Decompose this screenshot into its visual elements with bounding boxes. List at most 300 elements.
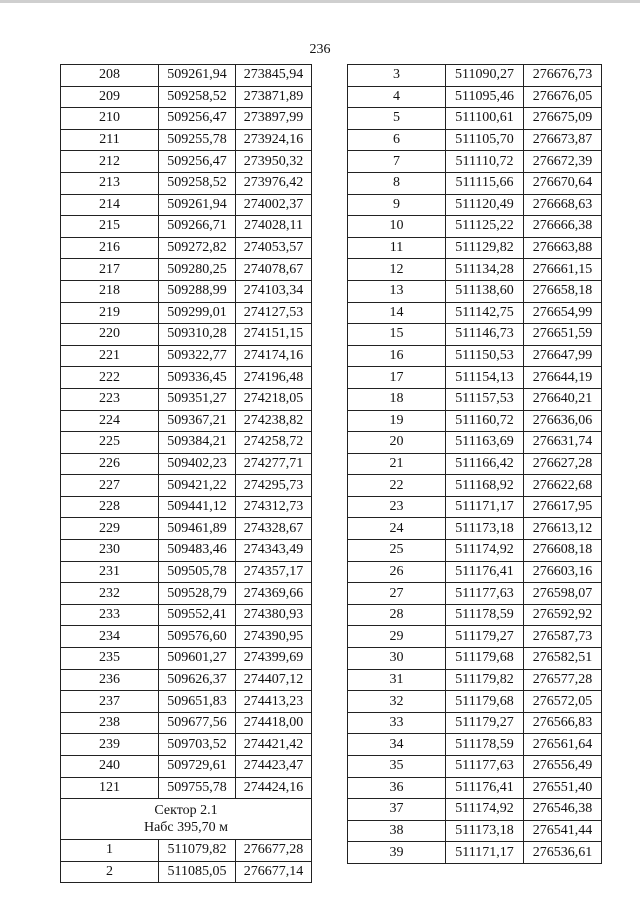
x-coordinate-cell: 511178,59: [446, 604, 524, 626]
x-coordinate-cell: 509755,78: [159, 777, 236, 799]
x-coordinate-cell: 511090,27: [446, 65, 524, 87]
table-row: [348, 496, 602, 518]
x-coordinate-cell: 509729,61: [159, 756, 236, 778]
table-row: [61, 410, 312, 432]
x-coordinate-cell: 509256,47: [159, 151, 236, 173]
x-coordinate-cell: 511171,17: [446, 496, 524, 518]
x-coordinate-cell: 511142,75: [446, 302, 524, 324]
table-row: [61, 453, 312, 475]
table-row: [348, 129, 602, 151]
x-coordinate-cell: 509651,83: [159, 691, 236, 713]
y-coordinate-cell: 274399,69: [236, 648, 312, 670]
table-row: [61, 518, 312, 540]
table-row: [348, 345, 602, 367]
point-number-cell: 15: [348, 324, 446, 346]
x-coordinate-cell: 509351,27: [159, 388, 236, 410]
y-coordinate-cell: 274127,53: [236, 302, 312, 324]
y-coordinate-cell: 274424,16: [236, 777, 312, 799]
point-number-cell: 17: [348, 367, 446, 389]
table-row: [61, 108, 312, 130]
y-coordinate-cell: 276541,44: [524, 820, 602, 842]
point-number-cell: 239: [61, 734, 159, 756]
table-row: [61, 691, 312, 713]
point-number-cell: 121: [61, 777, 159, 799]
point-number-cell: 211: [61, 129, 159, 151]
x-coordinate-cell: 511163,69: [446, 432, 524, 454]
table-row: [61, 540, 312, 562]
sector-header-cell: [61, 799, 312, 840]
y-coordinate-cell: 276644,19: [524, 367, 602, 389]
point-number-cell: 234: [61, 626, 159, 648]
x-coordinate-cell: 509322,77: [159, 345, 236, 367]
x-coordinate-cell: 511146,73: [446, 324, 524, 346]
y-coordinate-cell: 276673,87: [524, 129, 602, 151]
point-number-cell: 215: [61, 216, 159, 238]
coordinates-table-right: [347, 64, 602, 864]
x-coordinate-cell: 511179,82: [446, 669, 524, 691]
y-coordinate-cell: 274407,12: [236, 669, 312, 691]
y-coordinate-cell: 274151,15: [236, 324, 312, 346]
x-coordinate-cell: 509421,22: [159, 475, 236, 497]
table-row: [348, 108, 602, 130]
x-coordinate-cell: 509402,23: [159, 453, 236, 475]
x-coordinate-cell: 509552,41: [159, 604, 236, 626]
y-coordinate-cell: 274312,73: [236, 496, 312, 518]
point-number-cell: 231: [61, 561, 159, 583]
table-row: [348, 648, 602, 670]
y-coordinate-cell: 274369,66: [236, 583, 312, 605]
x-coordinate-cell: 511157,53: [446, 388, 524, 410]
point-number-cell: 226: [61, 453, 159, 475]
x-coordinate-cell: 511085,05: [159, 861, 236, 883]
point-number-cell: 240: [61, 756, 159, 778]
y-coordinate-cell: 276613,12: [524, 518, 602, 540]
point-number-cell: 212: [61, 151, 159, 173]
table-row: [348, 259, 602, 281]
table-row: [348, 604, 602, 626]
y-coordinate-cell: 276622,68: [524, 475, 602, 497]
x-coordinate-cell: 509280,25: [159, 259, 236, 281]
point-number-cell: 5: [348, 108, 446, 130]
table-row: [61, 302, 312, 324]
table-row: [348, 669, 602, 691]
x-coordinate-cell: 511178,59: [446, 734, 524, 756]
point-number-cell: 30: [348, 648, 446, 670]
point-number-cell: 237: [61, 691, 159, 713]
point-number-cell: 210: [61, 108, 159, 130]
y-coordinate-cell: 274053,57: [236, 237, 312, 259]
table-row: [61, 151, 312, 173]
y-coordinate-cell: 276654,99: [524, 302, 602, 324]
table-row: [61, 216, 312, 238]
table-row: [61, 194, 312, 216]
point-number-cell: 238: [61, 712, 159, 734]
sector-header-row: [61, 799, 312, 840]
table-row: [61, 669, 312, 691]
table-row: [348, 237, 602, 259]
table-row: [348, 151, 602, 173]
point-number-cell: 216: [61, 237, 159, 259]
table-row: [348, 799, 602, 821]
coordinates-table-left: [60, 64, 312, 883]
y-coordinate-cell: 276566,83: [524, 712, 602, 734]
sector-title: Сектор 2.1: [154, 803, 218, 819]
y-coordinate-cell: 276676,73: [524, 65, 602, 87]
point-number-cell: 9: [348, 194, 446, 216]
y-coordinate-cell: 276617,95: [524, 496, 602, 518]
x-coordinate-cell: 509288,99: [159, 280, 236, 302]
y-coordinate-cell: 274028,11: [236, 216, 312, 238]
y-coordinate-cell: 276668,63: [524, 194, 602, 216]
x-coordinate-cell: 511095,46: [446, 86, 524, 108]
x-coordinate-cell: 511166,42: [446, 453, 524, 475]
table-row: [348, 712, 602, 734]
point-number-cell: 220: [61, 324, 159, 346]
point-number-cell: 225: [61, 432, 159, 454]
point-number-cell: 229: [61, 518, 159, 540]
point-number-cell: 218: [61, 280, 159, 302]
y-coordinate-cell: 274277,71: [236, 453, 312, 475]
point-number-cell: 12: [348, 259, 446, 281]
point-number-cell: 232: [61, 583, 159, 605]
x-coordinate-cell: 511100,61: [446, 108, 524, 130]
x-coordinate-cell: 511150,53: [446, 345, 524, 367]
point-number-cell: 2: [61, 861, 159, 883]
point-number-cell: 223: [61, 388, 159, 410]
sector-subtitle: Набс 395,70 м: [143, 820, 229, 836]
y-coordinate-cell: 276577,28: [524, 669, 602, 691]
x-coordinate-cell: 511173,18: [446, 820, 524, 842]
x-coordinate-cell: 509441,12: [159, 496, 236, 518]
table-row: [348, 777, 602, 799]
table-row: [348, 432, 602, 454]
y-coordinate-cell: 276666,38: [524, 216, 602, 238]
point-number-cell: 31: [348, 669, 446, 691]
x-coordinate-cell: 511168,92: [446, 475, 524, 497]
point-number-cell: 217: [61, 259, 159, 281]
x-coordinate-cell: 511177,63: [446, 756, 524, 778]
point-number-cell: 219: [61, 302, 159, 324]
y-coordinate-cell: 274423,47: [236, 756, 312, 778]
x-coordinate-cell: 511179,68: [446, 648, 524, 670]
y-coordinate-cell: 274103,34: [236, 280, 312, 302]
x-coordinate-cell: 509299,01: [159, 302, 236, 324]
y-coordinate-cell: 274002,37: [236, 194, 312, 216]
x-coordinate-cell: 509626,37: [159, 669, 236, 691]
x-coordinate-cell: 511176,41: [446, 777, 524, 799]
point-number-cell: 6: [348, 129, 446, 151]
x-coordinate-cell: 511177,63: [446, 583, 524, 605]
x-coordinate-cell: 509576,60: [159, 626, 236, 648]
table-row: [61, 496, 312, 518]
y-coordinate-cell: 276651,59: [524, 324, 602, 346]
table-row: [348, 302, 602, 324]
table-row: [348, 324, 602, 346]
table-row: [61, 345, 312, 367]
table-row: [348, 194, 602, 216]
table-row: [348, 820, 602, 842]
table-row: [348, 583, 602, 605]
point-number-cell: 25: [348, 540, 446, 562]
point-number-cell: 26: [348, 561, 446, 583]
point-number-cell: 11: [348, 237, 446, 259]
x-coordinate-cell: 511120,49: [446, 194, 524, 216]
point-number-cell: 233: [61, 604, 159, 626]
table-row: [348, 280, 602, 302]
table-row: [348, 734, 602, 756]
y-coordinate-cell: 276598,07: [524, 583, 602, 605]
table-row: [348, 691, 602, 713]
point-number-cell: 29: [348, 626, 446, 648]
y-coordinate-cell: 276556,49: [524, 756, 602, 778]
point-number-cell: 36: [348, 777, 446, 799]
y-coordinate-cell: 274295,73: [236, 475, 312, 497]
y-coordinate-cell: 274258,72: [236, 432, 312, 454]
table-row: [348, 367, 602, 389]
table-row: [348, 65, 602, 87]
point-number-cell: 32: [348, 691, 446, 713]
x-coordinate-cell: 509703,52: [159, 734, 236, 756]
table-row: [61, 432, 312, 454]
table-row: [61, 259, 312, 281]
y-coordinate-cell: 276551,40: [524, 777, 602, 799]
x-coordinate-cell: 509367,21: [159, 410, 236, 432]
table-row: [61, 734, 312, 756]
x-coordinate-cell: 511171,17: [446, 842, 524, 864]
x-coordinate-cell: 509261,94: [159, 65, 236, 87]
table-row: [348, 561, 602, 583]
table-row: [61, 388, 312, 410]
x-coordinate-cell: 511079,82: [159, 840, 236, 862]
y-coordinate-cell: 274328,67: [236, 518, 312, 540]
x-coordinate-cell: 511105,70: [446, 129, 524, 151]
y-coordinate-cell: 276675,09: [524, 108, 602, 130]
point-number-cell: 35: [348, 756, 446, 778]
point-number-cell: 19: [348, 410, 446, 432]
table-row: [61, 237, 312, 259]
x-coordinate-cell: 511173,18: [446, 518, 524, 540]
y-coordinate-cell: 274238,82: [236, 410, 312, 432]
point-number-cell: 16: [348, 345, 446, 367]
table-row: [61, 324, 312, 346]
table-row: [61, 756, 312, 778]
table-row: [61, 777, 312, 799]
table-row: [348, 410, 602, 432]
table-row: [61, 648, 312, 670]
table-row: [61, 561, 312, 583]
point-number-cell: 235: [61, 648, 159, 670]
y-coordinate-cell: 276631,74: [524, 432, 602, 454]
table-row: [348, 172, 602, 194]
point-number-cell: 1: [61, 840, 159, 862]
y-coordinate-cell: 274421,42: [236, 734, 312, 756]
y-coordinate-cell: 276670,64: [524, 172, 602, 194]
y-coordinate-cell: 276546,38: [524, 799, 602, 821]
table-row: [348, 453, 602, 475]
x-coordinate-cell: 509261,94: [159, 194, 236, 216]
x-coordinate-cell: 511134,28: [446, 259, 524, 281]
y-coordinate-cell: 276676,05: [524, 86, 602, 108]
y-coordinate-cell: 274196,48: [236, 367, 312, 389]
y-coordinate-cell: 276592,92: [524, 604, 602, 626]
page-number: 236: [309, 42, 331, 57]
y-coordinate-cell: 273976,42: [236, 172, 312, 194]
table-row: [61, 626, 312, 648]
y-coordinate-cell: 276572,05: [524, 691, 602, 713]
y-coordinate-cell: 276627,28: [524, 453, 602, 475]
x-coordinate-cell: 511174,92: [446, 799, 524, 821]
point-number-cell: 10: [348, 216, 446, 238]
point-number-cell: 4: [348, 86, 446, 108]
point-number-cell: 24: [348, 518, 446, 540]
table-row: [348, 756, 602, 778]
x-coordinate-cell: 511174,92: [446, 540, 524, 562]
x-coordinate-cell: 511179,68: [446, 691, 524, 713]
point-number-cell: 38: [348, 820, 446, 842]
table-row: [61, 65, 312, 87]
point-number-cell: 3: [348, 65, 446, 87]
x-coordinate-cell: 511125,22: [446, 216, 524, 238]
y-coordinate-cell: 276640,21: [524, 388, 602, 410]
point-number-cell: 230: [61, 540, 159, 562]
y-coordinate-cell: 276658,18: [524, 280, 602, 302]
y-coordinate-cell: 273897,99: [236, 108, 312, 130]
x-coordinate-cell: 511115,66: [446, 172, 524, 194]
table-row: [61, 172, 312, 194]
x-coordinate-cell: 511176,41: [446, 561, 524, 583]
y-coordinate-cell: 276672,39: [524, 151, 602, 173]
point-number-cell: 214: [61, 194, 159, 216]
table-row: [61, 712, 312, 734]
y-coordinate-cell: 276661,15: [524, 259, 602, 281]
y-coordinate-cell: 274418,00: [236, 712, 312, 734]
y-coordinate-cell: 274343,49: [236, 540, 312, 562]
y-coordinate-cell: 274380,93: [236, 604, 312, 626]
table-row: [61, 861, 312, 883]
x-coordinate-cell: 511138,60: [446, 280, 524, 302]
y-coordinate-cell: 276603,16: [524, 561, 602, 583]
y-coordinate-cell: 276647,99: [524, 345, 602, 367]
table-row: [348, 388, 602, 410]
y-coordinate-cell: 276582,51: [524, 648, 602, 670]
point-number-cell: 221: [61, 345, 159, 367]
point-number-cell: 224: [61, 410, 159, 432]
y-coordinate-cell: 276677,28: [236, 840, 312, 862]
point-number-cell: 236: [61, 669, 159, 691]
table-row: [61, 129, 312, 151]
x-coordinate-cell: 509483,46: [159, 540, 236, 562]
x-coordinate-cell: 511110,72: [446, 151, 524, 173]
x-coordinate-cell: 511160,72: [446, 410, 524, 432]
x-coordinate-cell: 509677,56: [159, 712, 236, 734]
y-coordinate-cell: 274413,23: [236, 691, 312, 713]
point-number-cell: 209: [61, 86, 159, 108]
x-coordinate-cell: 509461,89: [159, 518, 236, 540]
x-coordinate-cell: 511179,27: [446, 626, 524, 648]
table-row: [348, 475, 602, 497]
table-row: [61, 840, 312, 862]
table-row: [348, 842, 602, 864]
x-coordinate-cell: 509272,82: [159, 237, 236, 259]
point-number-cell: 27: [348, 583, 446, 605]
point-number-cell: 34: [348, 734, 446, 756]
point-number-cell: 23: [348, 496, 446, 518]
y-coordinate-cell: 274357,17: [236, 561, 312, 583]
table-row: [61, 86, 312, 108]
point-number-cell: 7: [348, 151, 446, 173]
x-coordinate-cell: 511129,82: [446, 237, 524, 259]
table-row: [61, 604, 312, 626]
point-number-cell: 28: [348, 604, 446, 626]
point-number-cell: 14: [348, 302, 446, 324]
x-coordinate-cell: 509505,78: [159, 561, 236, 583]
point-number-cell: 37: [348, 799, 446, 821]
x-coordinate-cell: 509255,78: [159, 129, 236, 151]
x-coordinate-cell: 509528,79: [159, 583, 236, 605]
point-number-cell: 18: [348, 388, 446, 410]
point-number-cell: 227: [61, 475, 159, 497]
point-number-cell: 8: [348, 172, 446, 194]
table-row: [61, 583, 312, 605]
y-coordinate-cell: 273871,89: [236, 86, 312, 108]
y-coordinate-cell: 276663,88: [524, 237, 602, 259]
x-coordinate-cell: 509310,28: [159, 324, 236, 346]
point-number-cell: 22: [348, 475, 446, 497]
x-coordinate-cell: 511154,13: [446, 367, 524, 389]
table-row: [348, 626, 602, 648]
x-coordinate-cell: 509258,52: [159, 172, 236, 194]
x-coordinate-cell: 509256,47: [159, 108, 236, 130]
table-row: [348, 216, 602, 238]
y-coordinate-cell: 276636,06: [524, 410, 602, 432]
point-number-cell: 33: [348, 712, 446, 734]
point-number-cell: 228: [61, 496, 159, 518]
table-row: [61, 280, 312, 302]
table-row: [61, 367, 312, 389]
y-coordinate-cell: 273950,32: [236, 151, 312, 173]
point-number-cell: 13: [348, 280, 446, 302]
y-coordinate-cell: 274078,67: [236, 259, 312, 281]
x-coordinate-cell: 509601,27: [159, 648, 236, 670]
table-row: [348, 518, 602, 540]
y-coordinate-cell: 276536,61: [524, 842, 602, 864]
point-number-cell: 213: [61, 172, 159, 194]
x-coordinate-cell: 509258,52: [159, 86, 236, 108]
y-coordinate-cell: 274218,05: [236, 388, 312, 410]
y-coordinate-cell: 273845,94: [236, 65, 312, 87]
point-number-cell: 208: [61, 65, 159, 87]
top-border-line: [0, 0, 640, 3]
point-number-cell: 39: [348, 842, 446, 864]
y-coordinate-cell: 276608,18: [524, 540, 602, 562]
y-coordinate-cell: 273924,16: [236, 129, 312, 151]
x-coordinate-cell: 509384,21: [159, 432, 236, 454]
point-number-cell: 222: [61, 367, 159, 389]
table-row: [348, 86, 602, 108]
x-coordinate-cell: 511179,27: [446, 712, 524, 734]
x-coordinate-cell: 509336,45: [159, 367, 236, 389]
y-coordinate-cell: 276587,73: [524, 626, 602, 648]
table-row: [61, 475, 312, 497]
y-coordinate-cell: 274390,95: [236, 626, 312, 648]
x-coordinate-cell: 509266,71: [159, 216, 236, 238]
y-coordinate-cell: 276677,14: [236, 861, 312, 883]
point-number-cell: 21: [348, 453, 446, 475]
y-coordinate-cell: 274174,16: [236, 345, 312, 367]
table-row: [348, 540, 602, 562]
point-number-cell: 20: [348, 432, 446, 454]
y-coordinate-cell: 276561,64: [524, 734, 602, 756]
